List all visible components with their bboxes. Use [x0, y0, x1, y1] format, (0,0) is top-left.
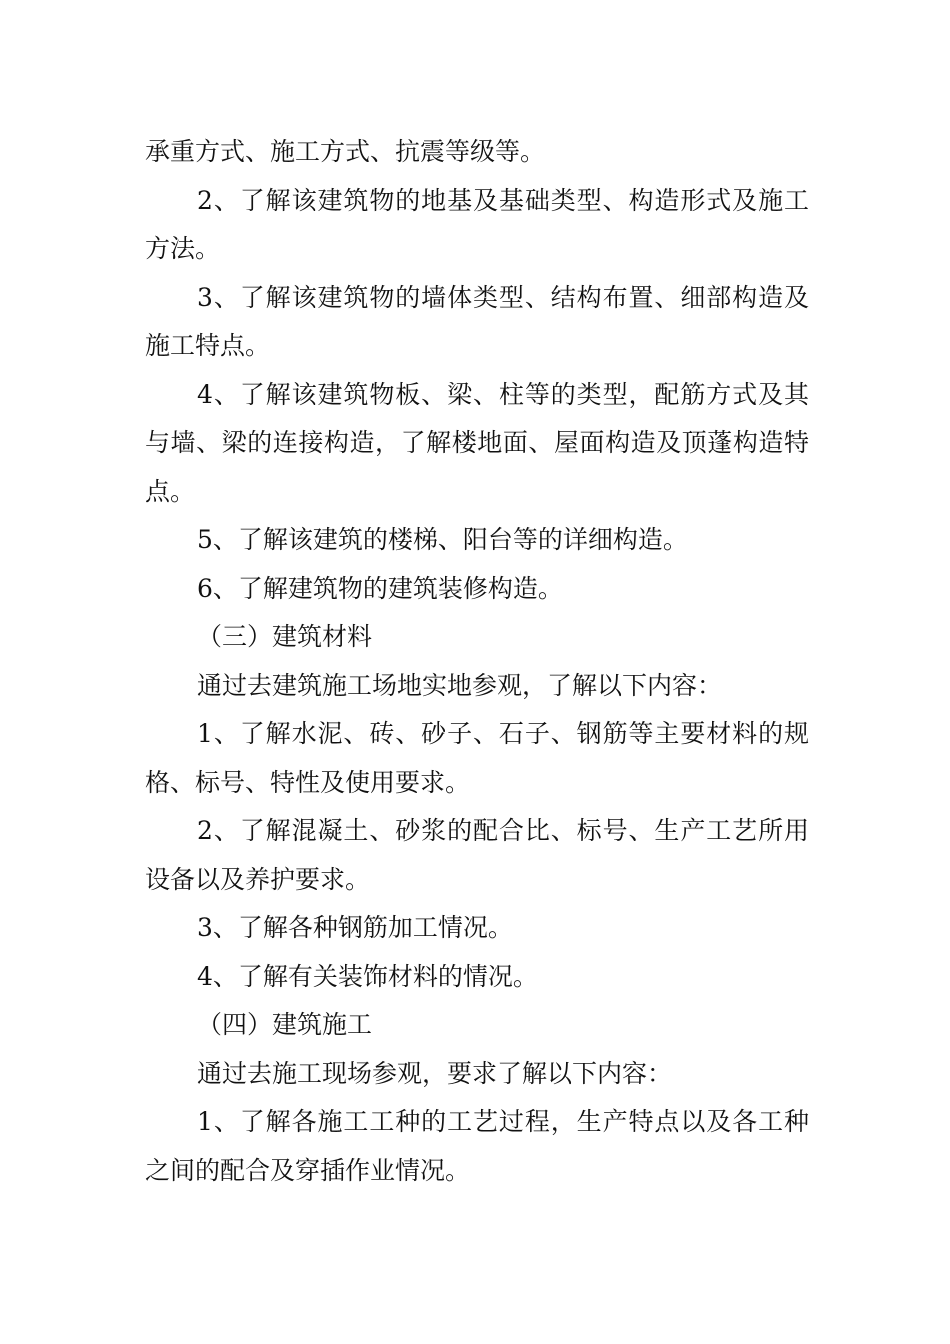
- paragraph-item: 1、了解水泥、砖、砂子、石子、钢筋等主要材料的规格、标号、特性及使用要求。: [145, 719, 809, 797]
- paragraph-item: 4、了解该建筑物板、梁、柱等的类型，配筋方式及其与墙、梁的连接构造，了解楼地面、屋面构造及顶蓬构造特点。: [145, 379, 809, 506]
- document-body: [145, 128, 809, 1195]
- paragraph-item: 5、了解该建筑的楼梯、阳台等的详细构造。: [197, 525, 688, 554]
- paragraph-item: 2、了解混凝土、砂浆的配合比、标号、生产工艺所用设备以及养护要求。: [145, 816, 809, 894]
- paragraph-item: 1、了解各施工工种的工艺过程，生产特点以及各工种之间的配合及穿插作业情况。: [145, 1107, 809, 1185]
- paragraph-item: 3、了解该建筑物的墙体类型、结构布置、细部构造及施工特点。: [145, 282, 809, 360]
- paragraph-item: 3、了解各种钢筋加工情况。: [197, 913, 513, 942]
- paragraph-item: 6、了解建筑物的建筑装修构造。: [197, 573, 563, 603]
- paragraph-item: 4、了解有关装饰材料的情况。: [197, 961, 538, 991]
- paragraph-item: 2、了解该建筑物的地基及基础类型、构造形式及施工方法。: [145, 185, 809, 263]
- paragraph-intro: 通过去建筑施工场地实地参观，了解以下内容：: [197, 670, 723, 700]
- section-heading: （三）建筑材料: [197, 622, 373, 651]
- section-heading: （四）建筑施工: [197, 1010, 373, 1039]
- paragraph-intro: 通过去施工现场参观，要求了解以下内容：: [197, 1058, 673, 1088]
- paragraph-continuation: 承重方式、施工方式、抗震等级等。: [145, 137, 546, 166]
